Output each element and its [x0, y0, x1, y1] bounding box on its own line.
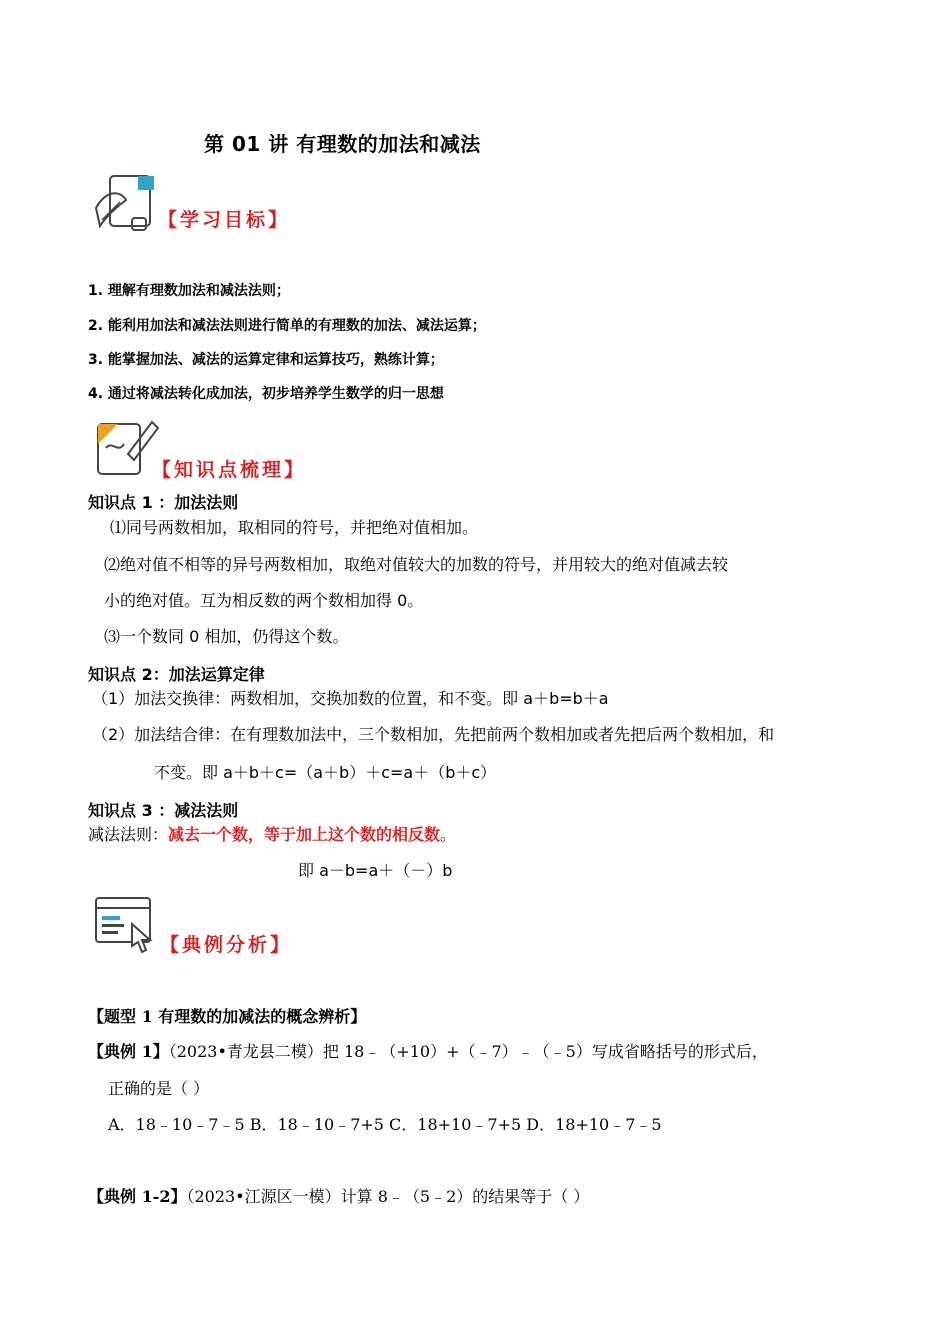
page-title: 第 01 讲 有理数的加法和减法	[204, 132, 481, 156]
kp3-rule-suffix: 。	[440, 825, 457, 844]
objective-item: 4. 通过将减法转化成加法，初步培养学生数学的归一思想	[88, 386, 444, 402]
knowledge-heading: 【知识点梳理】	[152, 459, 307, 481]
quill-scroll-icon	[92, 170, 160, 238]
kp1-title: 知识点 1 ：加法法则	[88, 493, 239, 512]
kp3-title: 知识点 3 ：减法法则	[88, 801, 239, 820]
browser-pointer-icon	[92, 894, 162, 960]
example-2-text: （2023•江源区一模）计算 8﹣（5﹣2）的结果等于（ ）	[186, 1187, 590, 1206]
example-2	[88, 1184, 589, 1207]
kp1-line: ⑵绝对值不相等的异号两数相加，取绝对值较大的加数的符号，并用较大的绝对值减去较	[104, 555, 729, 574]
example-2-label: 【典例 1-2】	[88, 1187, 187, 1206]
type1-title: 【题型 1 有理数的加减法的概念辨析】	[88, 1007, 367, 1026]
kp2-title: 知识点 2：加法运算定律	[88, 665, 265, 684]
kp1-line: ⑶一个数同 0 相加，仍得这个数。	[104, 627, 349, 646]
kp2-line: （1）加法交换律：两数相加，交换加数的位置，和不变。即 a＋b=b＋a	[92, 689, 609, 708]
kp3-formula: 即 a－b=a＋（－）b	[298, 861, 453, 880]
objective-item: 1. 理解有理数加法和减法法则；	[88, 283, 290, 299]
examples-heading: 【典例分析】	[160, 934, 293, 956]
kp2-line: （2）加法结合律：在有理数加法中，三个数相加，先把前两个数相加或者先把后两个数相加，和	[92, 725, 775, 744]
kp1-line: 小的绝对值。互为相反数的两个数相加得 0。	[104, 591, 424, 610]
kp1-line: ⑴同号两数相加，取相同的符号，并把绝对值相加。	[110, 518, 479, 537]
kp3-rule-prefix: 减法法则：	[88, 825, 169, 844]
objective-item: 3. 能掌握加法、减法的运算定律和运算技巧，熟练计算；	[88, 352, 444, 368]
kp2-line: 不变。即 a＋b＋c=（a＋b）＋c=a＋（b＋c）	[154, 763, 497, 782]
objectives-heading: 【学习目标】	[158, 209, 291, 231]
example-1-continuation: 正确的是（ ）	[108, 1079, 210, 1098]
example-1-label: 【典例 1】	[88, 1042, 169, 1061]
example-1-options: A．18﹣10﹣7﹣5 B．18﹣10﹣7+5 C．18+10﹣7+5 D．18+10﹣7﹣5	[108, 1115, 662, 1134]
objective-item: 2. 能利用加法和减法法则进行简单的有理数的加法、减法运算；	[88, 318, 486, 334]
example-1	[88, 1039, 768, 1062]
kp3-rule-highlight: 减去一个数，等于加上这个数的相反数	[168, 825, 441, 844]
example-1-text: （2023•青龙县二模）把 18﹣（+10）+（﹣7）﹣（﹣5）写成省略括号的形式后，	[168, 1042, 768, 1061]
kp3-rule	[88, 822, 456, 845]
